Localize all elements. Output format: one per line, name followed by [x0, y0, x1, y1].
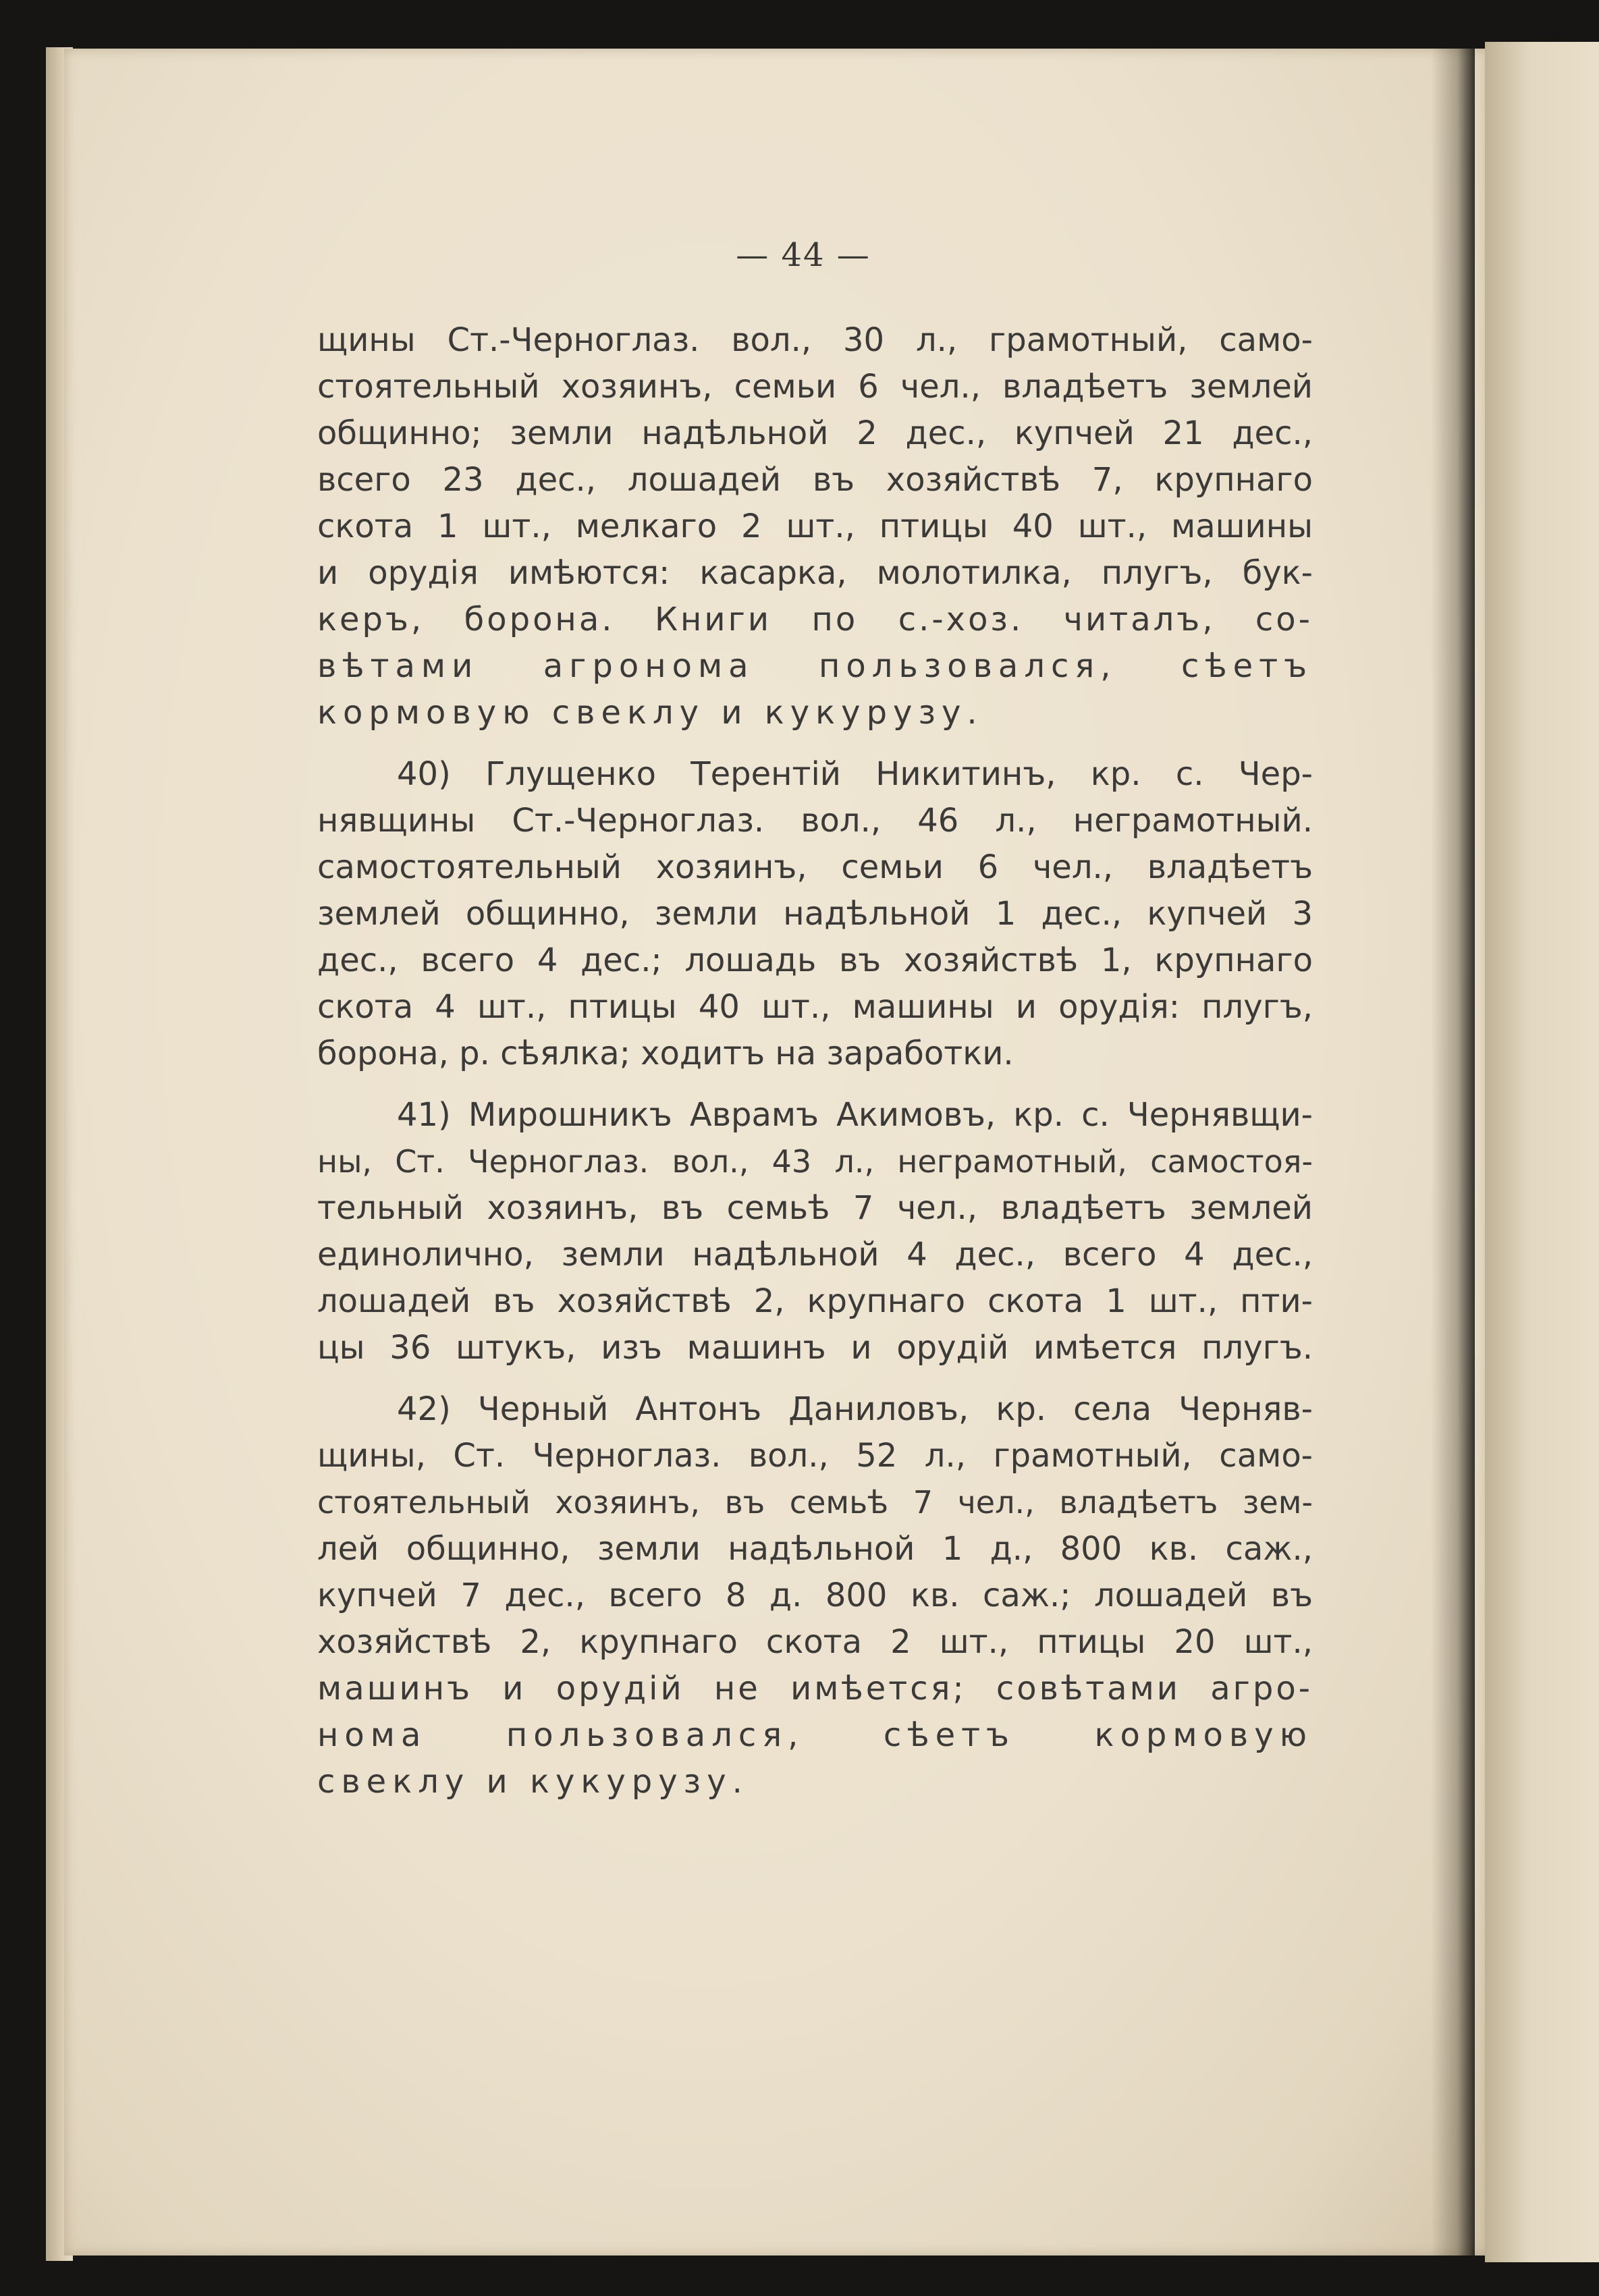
- text-line: единолично, земли надѣльной 4 дес., всего 4 дес.,: [317, 1236, 1313, 1274]
- text-line: всего 23 дес., лошадей въ хозяйствѣ 7, крупнаго: [317, 461, 1313, 499]
- page-number: — 44 —: [736, 236, 871, 274]
- entry-41: [317, 1092, 1313, 1371]
- text-line: скота 1 шт., мелкаго 2 шт., птицы 40 шт., машины: [317, 508, 1313, 545]
- text-line: свеклу и кукурузу.: [317, 1763, 749, 1801]
- text-line: лей общинно, земли надѣльной 1 д., 800 кв. саж.,: [317, 1530, 1313, 1568]
- entry-42: [317, 1386, 1313, 1805]
- next-page-edge: [1485, 42, 1599, 2262]
- text-line: кормовую свеклу и кукурузу.: [317, 694, 983, 732]
- text-line: скота 4 шт., птицы 40 шт., машины и орудія: плугъ,: [317, 988, 1313, 1026]
- text-line: борона, р. сѣялка; ходитъ на заработки.: [317, 1035, 1014, 1072]
- text-line: 41) Мирошникъ Аврамъ Акимовъ, кр. с. Чернявщи-: [397, 1096, 1313, 1134]
- entry-40: [317, 751, 1313, 1077]
- text-line: машинъ и орудій не имѣется; совѣтами агро-: [317, 1670, 1313, 1707]
- text-line: керъ, борона. Книги по с.-хоз. читалъ, со-: [317, 601, 1313, 638]
- text-line: нома пользовался, сѣетъ кормовую: [317, 1716, 1313, 1754]
- text-line: ны, Ст. Черноглаз. вол., 43 л., неграмотный, самостоя-: [317, 1143, 1313, 1180]
- text-line: стоятельный хозяинъ, семьи 6 чел., владѣетъ землей: [317, 368, 1313, 406]
- text-line: щины Ст.-Черноглаз. вол., 30 л., грамотный, само-: [317, 321, 1313, 359]
- text-line: 42) Черный Антонъ Даниловъ, кр. села Черняв-: [397, 1390, 1313, 1428]
- text-line: лошадей въ хозяйствѣ 2, крупнаго скота 1 шт., пти-: [317, 1282, 1313, 1320]
- text-line: и орудія имѣются: касарка, молотилка, плугъ, бук-: [317, 554, 1313, 592]
- page-text: [317, 317, 1313, 1805]
- text-line: землей общинно, земли надѣльной 1 дес., купчей 3: [317, 895, 1313, 933]
- text-line: щины, Ст. Черноглаз. вол., 52 л., грамотный, само-: [317, 1437, 1313, 1475]
- text-line: хозяйствѣ 2, крупнаго скота 2 шт., птицы 20 шт.,: [317, 1623, 1313, 1661]
- paragraph-continuation: [317, 317, 1313, 736]
- text-line: общинно; земли надѣльной 2 дес., купчей 21 дес.,: [317, 414, 1313, 452]
- text-line: цы 36 штукъ, изъ машинъ и орудій имѣется плугъ.: [317, 1329, 1313, 1367]
- text-line: дес., всего 4 дес.; лошадь въ хозяйствѣ 1, крупнаго: [317, 941, 1313, 979]
- text-line: 40) Глущенко Терентій Никитинъ, кр. с. Чер-: [397, 755, 1313, 793]
- book-gutter: [1431, 49, 1475, 2256]
- text-line: тельный хозяинъ, въ семьѣ 7 чел., владѣетъ землей: [317, 1189, 1313, 1227]
- text-line: вѣтами агронома пользовался, сѣетъ: [317, 647, 1313, 685]
- text-line: нявщины Ст.-Черноглаз. вол., 46 л., неграмотный.: [317, 802, 1313, 840]
- text-line: самостоятельный хозяинъ, семьи 6 чел., владѣетъ: [317, 848, 1313, 886]
- text-line: стоятельный хозяинъ, въ семьѣ 7 чел., владѣетъ зем-: [317, 1484, 1313, 1521]
- text-line: купчей 7 дес., всего 8 д. 800 кв. саж.; лошадей въ: [317, 1577, 1313, 1614]
